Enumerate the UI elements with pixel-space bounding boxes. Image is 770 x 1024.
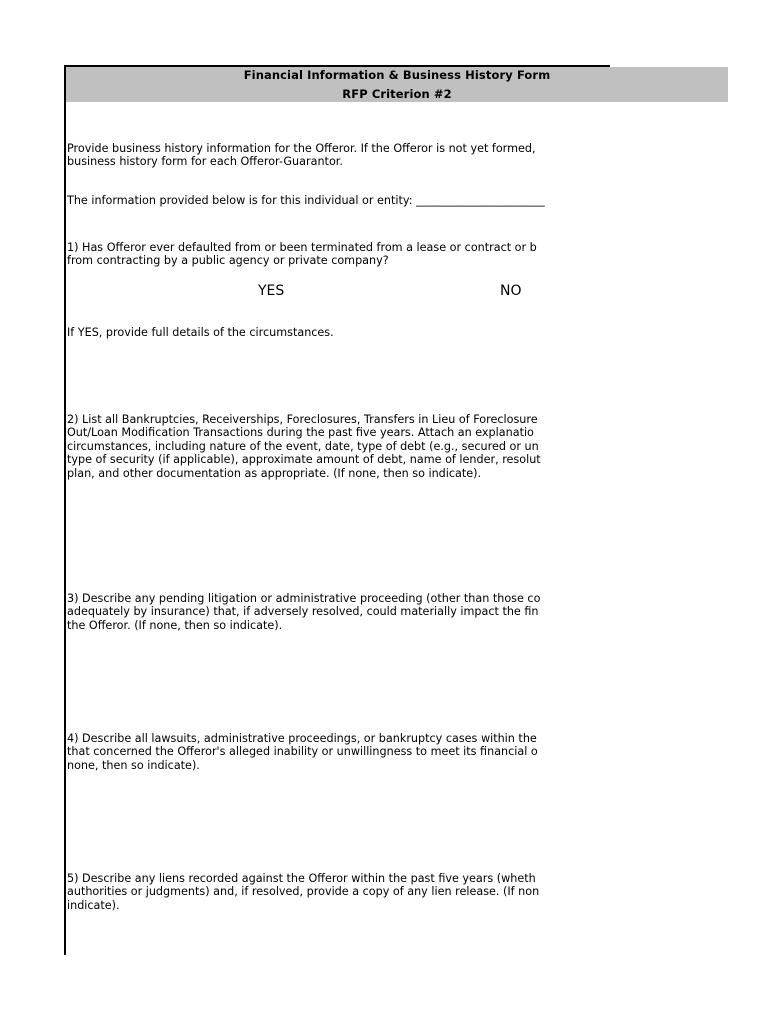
- question-1-line: from contracting by a public agency or private company?: [67, 254, 389, 268]
- question-5-line: authorities or judgments) and, if resolved, provide a copy of any lien release. (If non: [67, 885, 540, 899]
- question-2-line: Out/Loan Modification Transactions during the past five years. Attach an explanatio: [67, 426, 534, 440]
- question-4-line: none, then so indicate).: [67, 758, 200, 772]
- question-3: [67, 592, 610, 632]
- question-5-line: indicate).: [67, 898, 120, 912]
- form-title: Financial Information & Business History Form: [243, 68, 551, 82]
- question-5: [67, 872, 610, 912]
- question-1-followup: [67, 326, 610, 339]
- question-4-line: that concerned the Offeror's alleged inability or unwillingness to meet its financial o: [67, 745, 538, 759]
- followup-text: If YES, provide full details of the circumstances.: [67, 326, 334, 339]
- no-option[interactable]: NO: [500, 283, 522, 299]
- question-2-line: plan, and other documentation as appropriate. (If none, then so indicate).: [67, 466, 482, 480]
- left-border: [64, 65, 66, 955]
- entity-line-text: The information provided below is for this individual or entity: _______________________: [67, 194, 545, 207]
- question-1: [67, 241, 610, 268]
- question-4: [67, 732, 610, 772]
- question-3-line: adequately by insurance) that, if adversely resolved, could materially impact the fin: [67, 605, 539, 619]
- entity-line: [67, 194, 610, 207]
- question-2-line: circumstances, including nature of the event, date, type of debt (e.g., secured or un: [67, 439, 539, 453]
- yes-option[interactable]: YES: [258, 283, 285, 299]
- form-subtitle: RFP Criterion #2: [342, 87, 452, 101]
- question-1-line: 1) Has Offeror ever defaulted from or been terminated from a lease or contract or b: [67, 241, 537, 254]
- intro-paragraph: [67, 142, 610, 169]
- question-2-line: type of security (if applicable), approximate amount of debt, name of lender, resolut: [67, 453, 541, 467]
- top-border: [64, 65, 610, 67]
- question-3-line: 3) Describe any pending litigation or administrative proceeding (other than those co: [67, 592, 541, 605]
- question-2: [67, 413, 610, 480]
- question-4-line: 4) Describe all lawsuits, administrative proceedings, or bankruptcy cases within the: [67, 732, 537, 745]
- question-3-line: the Offeror. (If none, then so indicate).: [67, 618, 283, 632]
- intro-line: business history form for each Offeror-Guarantor.: [67, 155, 343, 169]
- question-2-line: 2) List all Bankruptcies, Receiverships, Foreclosures, Transfers in Lieu of Foreclosure: [67, 413, 538, 426]
- intro-line: Provide business history information for the Offeror. If the Offeror is not yet formed,: [67, 142, 536, 155]
- question-5-line: 5) Describe any liens recorded against the Offeror within the past five years (wheth: [67, 872, 536, 885]
